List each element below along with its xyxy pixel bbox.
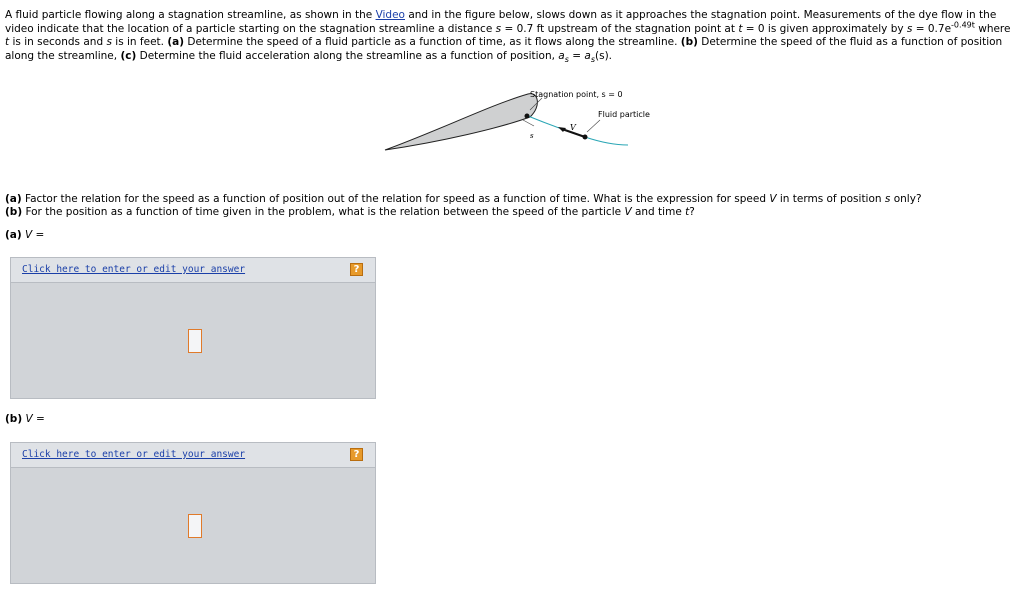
airfoil-shape (385, 94, 537, 150)
s-label: s (530, 132, 534, 140)
instruction-a-label: (a) (5, 193, 22, 205)
instruction-b (5, 206, 1005, 219)
airfoil-diagram (380, 80, 680, 160)
answer-b-label (5, 413, 45, 425)
equals-sign: = (32, 229, 45, 241)
answer-b-edit-link[interactable]: Click here to enter or edit your answer (22, 449, 246, 460)
var-v: V (25, 413, 33, 425)
problem-text: = 0.7e (912, 22, 952, 35)
stagnation-label: Stagnation point, s = 0 (530, 90, 623, 99)
var-a: a (558, 49, 565, 62)
answer-a-edit-link[interactable]: Click here to enter or edit your answer (22, 264, 246, 275)
s-axis-arrow (523, 120, 534, 126)
stagnation-figure (380, 80, 680, 160)
part-b-label: (b) (680, 36, 698, 48)
instructions (5, 193, 1005, 219)
instruction-text: ? (689, 206, 695, 218)
var-sub-s: s (590, 54, 595, 64)
problem-text: is in feet. (111, 36, 168, 48)
var-sub-s: s (564, 54, 569, 64)
var-a: a (584, 49, 591, 62)
stagnation-point-dot (525, 114, 530, 119)
video-link[interactable]: Video (375, 9, 405, 21)
instruction-b-label: (b) (5, 206, 23, 218)
var-v: V (624, 206, 632, 218)
problem-text: A fluid particle flowing along a stagnation streamline, as shown in the (5, 9, 376, 21)
var-s: s (884, 193, 891, 205)
instruction-text: and time (631, 206, 686, 218)
help-icon[interactable]: ? (350, 263, 363, 276)
v-label: V (570, 123, 576, 132)
var-s: s (106, 36, 112, 48)
instruction-text: in terms of position (776, 193, 885, 205)
instruction-text: only? (890, 193, 922, 205)
answer-a-input-placeholder[interactable] (188, 329, 202, 353)
problem-text: (s). (595, 49, 613, 62)
exponent: -0.49t (951, 20, 975, 29)
var-t: t (685, 206, 690, 218)
instruction-text: Factor the relation for the speed as a function of position out of the relation for speed as a function of time. What is the expression for speed (21, 193, 770, 205)
problem-text: = 0 is given approximately by (742, 22, 907, 35)
instruction-text: For the position as a function of time given in the problem, what is the relation between the speed of the particle (22, 206, 625, 218)
problem-statement (5, 9, 1015, 63)
problem-text: and in the figure below, slows down as it approaches the stagnation point. Measurements of the dye flow in the video indicate that the location of a particle starting on the stagnation streamline a distance (5, 9, 997, 35)
problem-text: where (974, 22, 1011, 35)
var-t: t (738, 22, 743, 35)
help-icon[interactable]: ? (350, 448, 363, 461)
var-t: t (5, 36, 10, 48)
problem-text: Determine the speed of a fluid particle as a function of time, as it flows along the streamline. (184, 36, 681, 48)
equals-sign: = (32, 413, 45, 425)
answer-a-box[interactable] (10, 257, 376, 399)
instruction-a (5, 193, 1005, 206)
answer-a-label (5, 229, 44, 241)
var-v: V (769, 193, 777, 205)
problem-text: Determine the fluid acceleration along the streamline as a function of position, (136, 49, 559, 62)
answer-a-toolbar (11, 258, 375, 283)
problem-text: = 0.7 ft upstream of the stagnation point at (501, 22, 739, 35)
answer-a-part: (a) (5, 229, 22, 241)
var-v: V (25, 229, 33, 241)
part-c-label: (c) (120, 49, 137, 62)
answer-b-input-placeholder[interactable] (188, 514, 202, 538)
particle-leader (587, 120, 600, 132)
problem-text: is in seconds and (9, 36, 107, 48)
velocity-arrowhead (558, 127, 566, 132)
particle-label: Fluid particle (598, 110, 650, 119)
var-s: s (906, 22, 913, 35)
problem-text: = (568, 49, 585, 62)
answer-b-toolbar (11, 443, 375, 468)
var-s: s (495, 22, 502, 35)
answer-b-part: (b) (5, 413, 23, 425)
part-a-label: (a) (167, 36, 185, 48)
answer-b-box[interactable] (10, 442, 376, 584)
streamline (528, 116, 628, 145)
problem-text: Determine the speed of the fluid as a function of position along the streamline, (5, 36, 1003, 62)
